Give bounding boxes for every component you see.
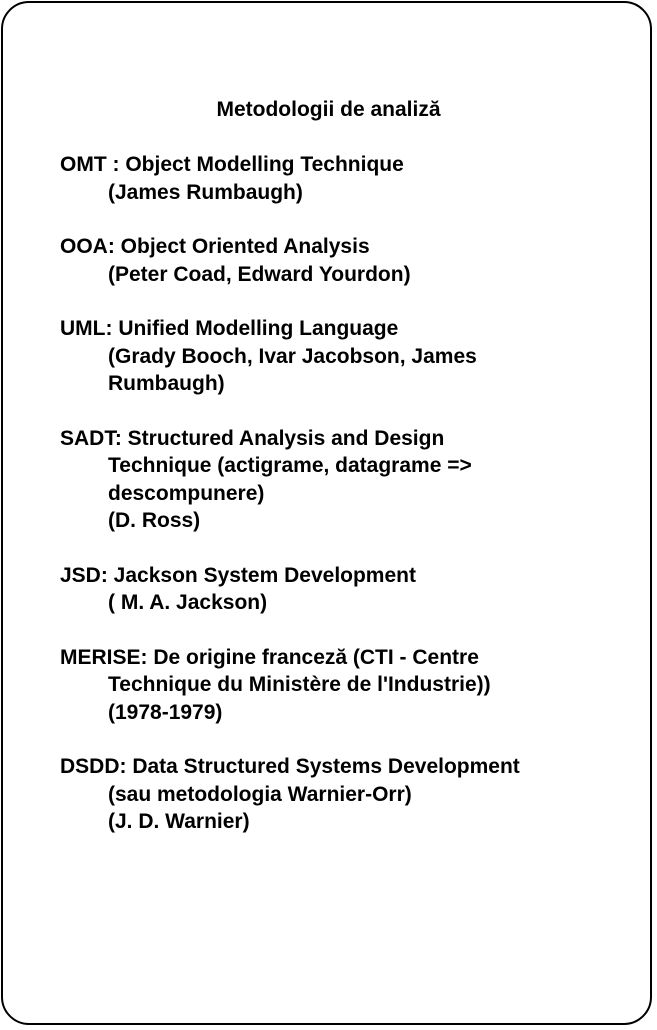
methodology-name: SADT: Structured Analysis and Design xyxy=(60,426,445,450)
list-item xyxy=(60,151,620,206)
methodology-name: MERISE: De origine franceză (CTI - Centre xyxy=(60,645,479,669)
methodology-name: JSD: Jackson System Development xyxy=(60,563,416,587)
methodology-detail: Rumbaugh) xyxy=(108,372,225,395)
methodology-detail: (Peter Coad, Edward Yourdon) xyxy=(108,262,411,286)
methodology-detail: (D. Ross) xyxy=(108,509,201,532)
methodology-detail: Technique du Ministère de l'Industrie)) xyxy=(108,673,491,696)
methodology-name: OMT : Object Modelling Technique xyxy=(60,153,404,176)
methodology-list xyxy=(60,151,620,863)
methodology-name: OOA: Object Oriented Analysis xyxy=(60,235,370,258)
methodology-name: UML: Unified Modelling Language xyxy=(60,317,399,340)
list-item xyxy=(60,233,620,288)
page-title: Metodologii de analiză xyxy=(216,98,441,121)
list-item xyxy=(60,644,620,727)
methodology-detail: (J. D. Warnier) xyxy=(108,810,250,833)
methodology-detail: (Grady Booch, Ivar Jacobson, James xyxy=(108,344,477,368)
list-item xyxy=(60,425,620,535)
methodology-name: DSDD: Data Structured Systems Development xyxy=(60,755,520,778)
list-item xyxy=(60,753,620,836)
methodology-detail: Technique (actigrame, datagrame => xyxy=(108,454,472,477)
list-item xyxy=(60,562,620,617)
methodology-detail: (1978-1979) xyxy=(108,700,223,724)
methodology-detail: (sau metodologia Warnier-Orr) xyxy=(108,782,412,806)
methodology-detail: (James Rumbaugh) xyxy=(108,180,303,204)
list-item xyxy=(60,315,620,398)
methodology-detail: ( M. A. Jackson) xyxy=(108,591,268,614)
methodology-detail: descompunere) xyxy=(108,481,265,505)
